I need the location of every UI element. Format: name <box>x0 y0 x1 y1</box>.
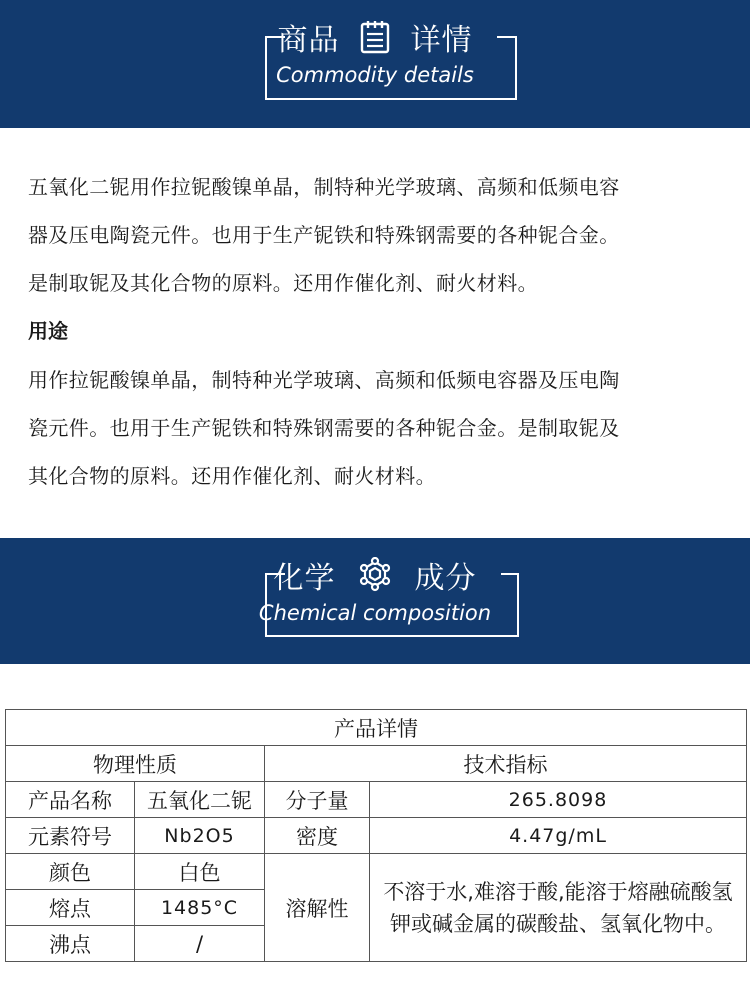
notepad-icon <box>360 20 390 62</box>
table-row <box>6 854 747 890</box>
usage-heading: 用途 <box>28 319 68 343</box>
section-title-part2: 成分 <box>414 561 477 596</box>
column-header-technical: 技术指标 <box>265 746 747 782</box>
product-name-label: 产品名称 <box>6 782 135 818</box>
commodity-details-banner <box>0 0 750 128</box>
table-row <box>6 746 747 782</box>
melting-point-value: 1485°C <box>135 890 265 926</box>
column-header-physical: 物理性质 <box>6 746 265 782</box>
usage-line: 用作拉铌酸镍单晶，制特种光学玻璃、高频和低频电容器及压电陶 <box>28 368 620 392</box>
product-spec-table <box>5 709 747 962</box>
density-label: 密度 <box>265 818 370 854</box>
section-title-part2: 详情 <box>410 23 473 58</box>
table-row <box>6 818 747 854</box>
usage-paragraph <box>28 356 728 500</box>
section-title-part1: 化学 <box>273 561 336 596</box>
section-title <box>0 557 750 601</box>
section-title-part1: 商品 <box>277 23 340 58</box>
color-value: 白色 <box>135 854 265 890</box>
element-symbol-value: Nb2O5 <box>135 818 265 854</box>
solubility-value: 不溶于水,难溶于酸,能溶于熔融硫酸氢钾或碱金属的碳酸盐、氢氧化物中。 <box>370 854 747 962</box>
section-subtitle: Chemical composition <box>258 601 492 625</box>
section-subtitle: Commodity details <box>276 63 474 87</box>
hexagon-molecule-icon <box>356 557 394 601</box>
intro-paragraph <box>28 163 728 307</box>
density-value: 4.47g/mL <box>370 818 747 854</box>
boiling-point-value: / <box>135 926 265 962</box>
usage-line: 瓷元件。也用于生产铌铁和特殊钢需要的各种铌合金。是制取铌及 <box>28 416 620 440</box>
molecular-weight-value: 265.8098 <box>370 782 747 818</box>
color-label: 颜色 <box>6 854 135 890</box>
section-title <box>0 20 750 62</box>
intro-line: 五氧化二铌用作拉铌酸镍单晶，制特种光学玻璃、高频和低频电容 <box>28 175 620 199</box>
intro-line: 器及压电陶瓷元件。也用于生产铌铁和特殊钢需要的各种铌合金。 <box>28 223 620 247</box>
element-symbol-label: 元素符号 <box>6 818 135 854</box>
molecular-weight-label: 分子量 <box>265 782 370 818</box>
melting-point-label: 熔点 <box>6 890 135 926</box>
table-row <box>6 710 747 746</box>
product-name-value: 五氧化二铌 <box>135 782 265 818</box>
table-caption: 产品详情 <box>6 710 747 746</box>
chemical-composition-banner <box>0 538 750 664</box>
table-row <box>6 782 747 818</box>
boiling-point-label: 沸点 <box>6 926 135 962</box>
usage-line: 其化合物的原料。还用作催化剂、耐火材料。 <box>28 464 436 488</box>
intro-line: 是制取铌及其化合物的原料。还用作催化剂、耐火材料。 <box>28 271 538 295</box>
solubility-label: 溶解性 <box>265 854 370 962</box>
